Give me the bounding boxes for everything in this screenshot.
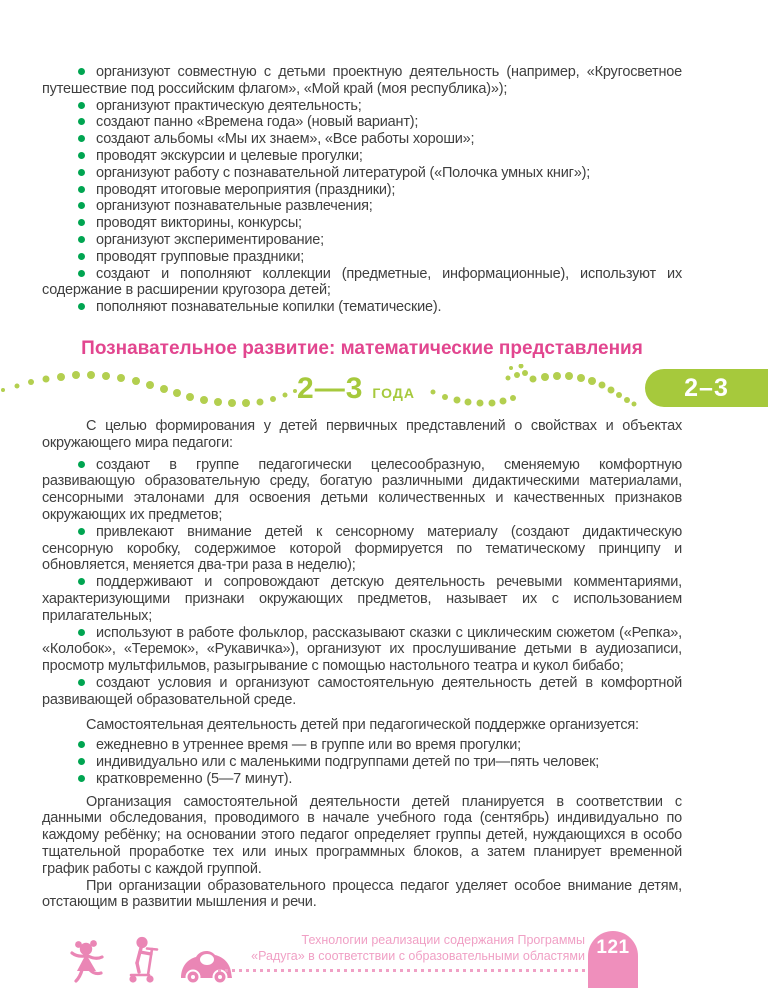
list-item	[42, 524, 682, 574]
bullet-icon	[78, 741, 85, 748]
list-item-text: используют в работе фольклор, рассказывают сказки с циклическим сюжетом («Репка», «Колобок», «Теремок», «Рукавичка»), организуют их прослушивание детьми в аудиозаписи, просмотр мультфильмов, разыгрывание с помощью настольного театра и кукол бибабо;	[42, 624, 682, 675]
list-item	[42, 114, 682, 131]
list-item-text: организуют экспериментирование;	[96, 231, 324, 248]
list-item	[42, 625, 682, 675]
list-item-text: проводят итоговые мероприятия (праздники);	[96, 181, 396, 198]
footer-caption-line1: Технологии реализации содержания Программы	[301, 933, 585, 947]
list-item	[42, 754, 682, 771]
bullet-icon	[78, 169, 85, 176]
list-item-text: организуют работу с познавательной литературой («Полочка умных книг»);	[96, 164, 591, 181]
age-banner	[0, 364, 768, 410]
section-title: Познавательное развитие: математические представления	[81, 337, 643, 359]
bullet-icon	[78, 102, 85, 109]
list-item	[42, 64, 682, 98]
bullet-icon	[78, 758, 85, 765]
list-item-text: создают альбомы «Мы их знаем», «Все работы хороши»;	[96, 131, 475, 148]
bullet-icon	[78, 135, 85, 142]
list-item	[42, 574, 682, 624]
scooter-child-icon	[125, 935, 161, 985]
self-activity-paragraph: Самостоятельная деятельность детей при педагогической поддержке организуется:	[86, 716, 639, 733]
list-item	[42, 299, 682, 316]
list-item-text: привлекают внимание детей к сенсорному материалу (создают дидактическую сенсорную коробку, содержимое которой формируется по тематическому принципу и обновляется, меняется два-три раза в неделю);	[42, 523, 682, 574]
list-item-text: создают и пополняют коллекции (предметные, информационные), используют их содержание в расширении кругозора детей;	[42, 265, 682, 299]
age-heading	[0, 372, 740, 406]
bullet-icon	[78, 219, 85, 226]
bullet-icon	[78, 202, 85, 209]
list-item-text: проводят викторины, конкурсы;	[96, 215, 302, 232]
list-item-text: поддерживают и сопровождают детскую деятельность речевыми комментариями, характеризующими признаки окружающих предметов, называет их с использованием прилагательных;	[42, 574, 682, 624]
bullet-icon	[78, 236, 85, 243]
list-item-text: создают в группе педагогически целесообразную, сменяемую комфортную развивающую образовательную среду, богатую различными дидактическими материалами, сенсорными эталонами для освоения детьми количественных и качественных признаков окружающих их предметов;	[42, 456, 682, 523]
list-item	[42, 232, 682, 249]
bullet-icon	[78, 152, 85, 159]
list-item	[42, 98, 682, 115]
bullet-icon	[78, 253, 85, 260]
bullet-icon	[78, 118, 85, 125]
list-item	[42, 675, 682, 709]
footer-icons	[68, 935, 236, 985]
list-item	[42, 198, 682, 215]
bullet-icon	[78, 303, 85, 310]
list-item-text: организуют практическую деятельность;	[96, 97, 362, 114]
list-item	[42, 148, 682, 165]
bullet-icon	[78, 528, 85, 535]
list-item-text: создают условия и организуют самостоятельную деятельность детей в комфортной развивающей образовательной среде.	[42, 674, 682, 708]
list-item	[42, 249, 682, 266]
intro-paragraph: С целью формирования у детей первичных представлений о свойствах и объектах окружающего мира педагоги:	[42, 417, 682, 451]
list-item-text: кратковременно (5—7 минут).	[96, 770, 293, 787]
page-footer	[0, 928, 768, 988]
age-number: 2—3	[297, 371, 364, 405]
organization-paragraph: Организация самостоятельной деятельности детей планируется в соответствии с данными обследования, проводимого в начале учебного года (сентябрь) индивидуально по каждому ребёнку; на основании этого педагог определяет группы детей, нуждающихся в особо тщательной проработке тех или иных программных блоков, а затем планирует временной график работы с каждой группой.	[42, 793, 682, 877]
list-item-text: пополняют познавательные копилки (тематические).	[96, 299, 442, 316]
age-edge-tab: 2–3	[645, 369, 768, 407]
list-item	[42, 457, 682, 524]
list-item-text: проводят экскурсии и целевые прогулки;	[96, 147, 363, 164]
list-item	[42, 165, 682, 182]
bullet-icon	[78, 461, 85, 468]
footer-caption-line2: «Радуга» в соответствии с образовательными областями	[251, 948, 585, 963]
list-item	[42, 266, 682, 300]
list-item-text: создают панно «Времена года» (новый вариант);	[96, 114, 419, 131]
bullet-icon	[78, 68, 85, 75]
bullet-icon	[78, 679, 85, 686]
dancing-child-icon	[68, 939, 108, 985]
age-word: ГОДА	[372, 384, 415, 401]
footer-dotted-line	[218, 969, 585, 972]
list-item	[42, 182, 682, 199]
list-item-text: ежедневно в утреннее время — в группе или во время прогулки;	[96, 737, 521, 754]
list-item	[42, 771, 682, 788]
list-item-text: проводят групповые праздники;	[96, 248, 305, 265]
list-item	[42, 131, 682, 148]
bullet-icon	[78, 775, 85, 782]
attention-paragraph: При организации образовательного процесса педагог уделяет особое внимание детям, отстающим в развитии мышления и речи.	[42, 877, 682, 911]
bullet-icon	[78, 270, 85, 277]
bullet-icon	[78, 578, 85, 585]
bullet-icon	[78, 629, 85, 636]
list-item	[42, 215, 682, 232]
page-content	[42, 64, 729, 911]
footer-caption	[251, 933, 585, 964]
bullet-icon	[78, 186, 85, 193]
list-item-text: организуют совместную с детьми проектную деятельность (например, «Кругосветное путешествие под российским флагом», «Мой край (моя республика)»);	[42, 64, 682, 97]
car-icon	[178, 947, 236, 985]
page-number-badge: 121	[588, 931, 638, 988]
list-item-text: организуют познавательные развлечения;	[96, 198, 373, 215]
list-item-text: индивидуально или с маленькими подгруппами детей по три—пять человек;	[96, 754, 600, 771]
list-item	[42, 737, 682, 754]
